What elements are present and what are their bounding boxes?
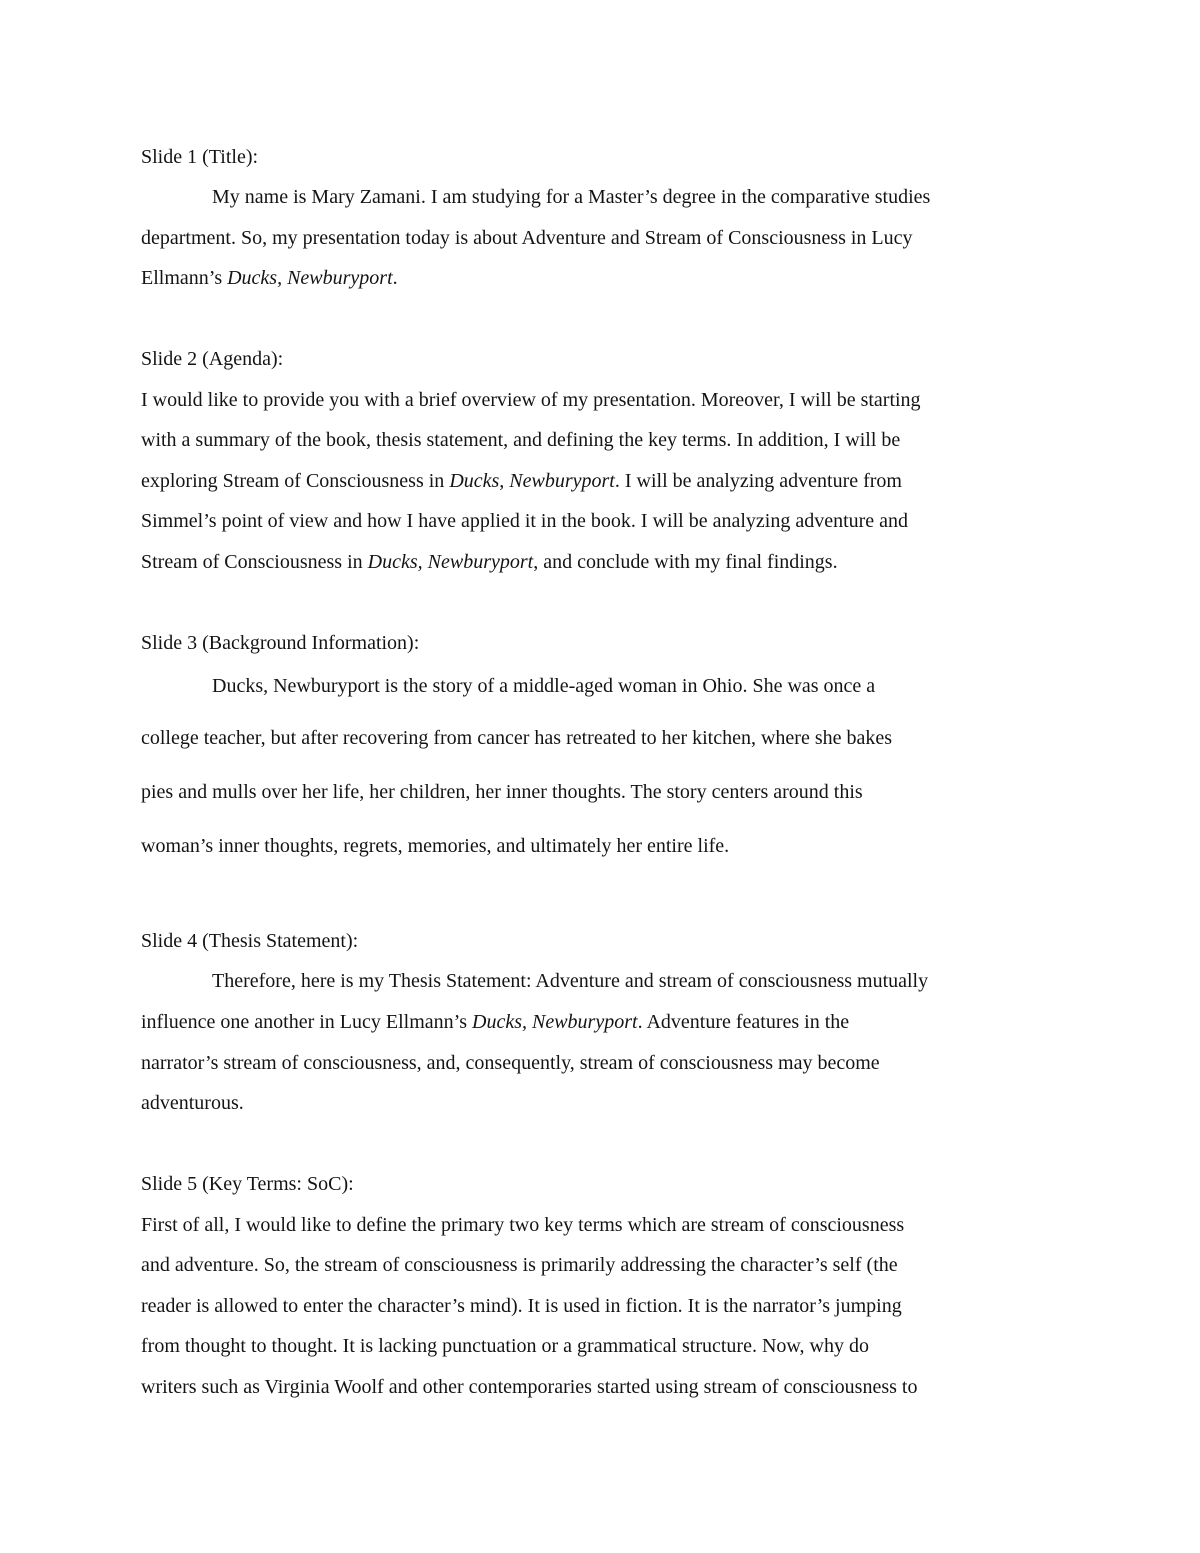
book-title-italic: Ducks, Newburyport: [227, 267, 393, 289]
paragraph-line: [141, 1294, 902, 1318]
paragraph-line: [141, 388, 921, 412]
paragraph-line: [141, 509, 908, 533]
text-run: reader is allowed to enter the character’s mind). It is used in fiction. It is the narrator’s jumping: [141, 1295, 902, 1317]
text-run: pies and mulls over her life, her children, her inner thoughts. The story centers around this: [141, 781, 863, 803]
paragraph-line: [212, 674, 875, 698]
paragraph-line: [212, 969, 928, 993]
book-title-italic: Ducks, Newburyport: [449, 470, 615, 492]
text-run: writers such as Virginia Woolf and other contemporaries started using stream of consciousness to: [141, 1376, 918, 1398]
text-run: .: [392, 267, 398, 289]
book-title-italic: Ducks, Newburyport: [367, 551, 534, 573]
slide-heading: [141, 145, 258, 169]
text-run: Slide 2 (Agenda):: [141, 348, 284, 370]
text-run: . Adventure features in the: [637, 1011, 850, 1033]
paragraph-line: [141, 1253, 898, 1277]
paragraph-line: [141, 550, 838, 574]
text-run: exploring Stream of Consciousness in: [141, 470, 450, 492]
paragraph-line: [141, 1091, 244, 1115]
text-run: department. So, my presentation today is about Adventure and Stream of Consciousness in Lucy: [141, 227, 913, 249]
paragraph-line: [141, 780, 863, 804]
text-run: adventurous.: [141, 1092, 244, 1114]
text-run: . I will be analyzing adventure from: [614, 470, 902, 492]
paragraph-line: [141, 1334, 869, 1358]
paragraph-line: [141, 428, 900, 452]
text-run: I would like to provide you with a brief overview of my presentation. Moreover, I will be starting: [141, 389, 921, 411]
paragraph-line: [212, 185, 930, 209]
text-run: Ellmann’s: [141, 267, 228, 289]
slide-heading: [141, 929, 358, 953]
paragraph-line: [141, 226, 913, 250]
text-run: Slide 4 (Thesis Statement):: [141, 930, 359, 952]
slide-heading: [141, 347, 283, 371]
slide-heading: [141, 631, 419, 655]
text-run: First of all, I would like to define the primary two key terms which are stream of consciousness: [141, 1214, 905, 1236]
text-run: Slide 5 (Key Terms: SoC):: [141, 1173, 354, 1195]
paragraph-line: [141, 1051, 880, 1075]
paragraph-line: [141, 834, 729, 858]
text-run: Stream of Consciousness in: [141, 551, 368, 573]
paragraph-line: [141, 1213, 904, 1237]
text-run: Ducks, Newburyport is the story of a middle-aged woman in Ohio. She was once a: [212, 675, 876, 697]
book-title-italic: Ducks, Newburyport: [472, 1011, 638, 1033]
slide-heading: [141, 1172, 354, 1196]
text-run: and adventure. So, the stream of consciousness is primarily addressing the character’s self (the: [141, 1254, 898, 1276]
text-run: Simmel’s point of view and how I have applied it in the book. I will be analyzing adventure and: [141, 510, 909, 532]
text-run: from thought to thought. It is lacking punctuation or a grammatical structure. Now, why do: [141, 1335, 869, 1357]
text-run: narrator’s stream of consciousness, and, consequently, stream of consciousness may become: [141, 1052, 880, 1074]
paragraph-line: [141, 266, 398, 290]
paragraph-line: [141, 469, 902, 493]
paragraph-line: [141, 1010, 849, 1034]
text-run: , and conclude with my final findings.: [533, 551, 838, 573]
text-run: Slide 1 (Title):: [141, 146, 259, 168]
text-run: influence one another in Lucy Ellmann’s: [141, 1011, 473, 1033]
paragraph-line: [141, 1375, 917, 1399]
text-run: woman’s inner thoughts, regrets, memories, and ultimately her entire life.: [141, 835, 730, 857]
text-run: with a summary of the book, thesis statement, and defining the key terms. In addition, I will be: [141, 429, 901, 451]
text-run: My name is Mary Zamani. I am studying for a Master’s degree in the comparative studies: [212, 186, 931, 208]
text-run: Slide 3 (Background Information):: [141, 632, 420, 654]
text-run: college teacher, but after recovering from cancer has retreated to her kitchen, where she bakes: [141, 727, 893, 749]
text-run: Therefore, here is my Thesis Statement: Adventure and stream of consciousness mutually: [212, 970, 929, 992]
paragraph-line: [141, 726, 892, 750]
